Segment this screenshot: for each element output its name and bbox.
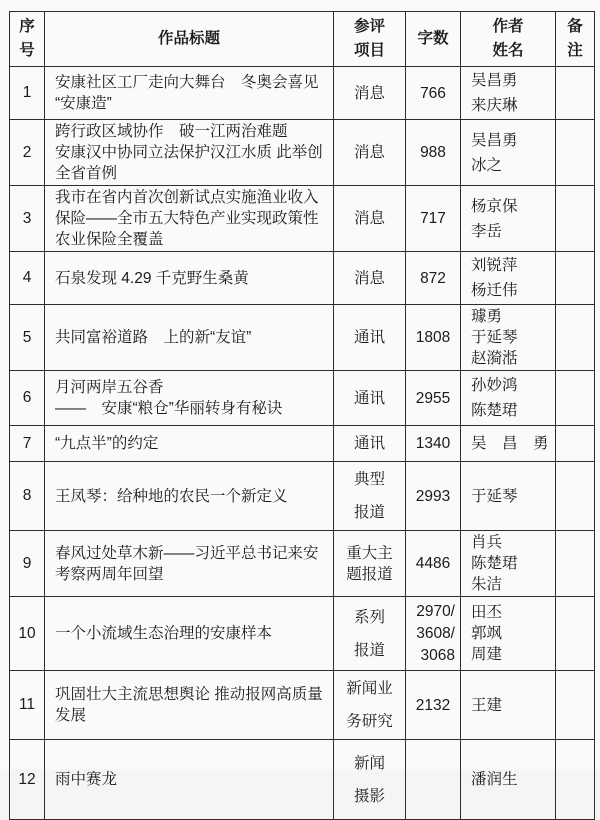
text-line: 备 <box>567 18 583 35</box>
cell-title <box>45 671 334 740</box>
cell-index: 2 <box>10 120 45 186</box>
table-row <box>10 426 595 462</box>
cell-index: 4 <box>10 252 45 305</box>
cell-wordcount <box>406 671 461 740</box>
text-line: 注 <box>567 42 583 60</box>
text-line: 字数 <box>417 30 449 47</box>
cell-author <box>461 671 556 740</box>
text-line: 序 <box>19 18 35 35</box>
text-line: 新闻业 <box>346 680 393 698</box>
cell-remark <box>556 531 595 597</box>
cell-wordcount <box>406 462 461 531</box>
table-header <box>10 12 595 67</box>
cell-category <box>334 120 406 186</box>
cell-category <box>334 305 406 371</box>
text-line: 题报道 <box>346 565 393 583</box>
cell-index: 6 <box>10 371 45 426</box>
text-line: 璩勇 <box>471 308 503 326</box>
text-line: 作品标题 <box>157 30 220 47</box>
header-row <box>10 12 595 67</box>
cell-title <box>45 462 334 531</box>
text-line: 孙妙鸿 <box>471 377 518 395</box>
text-line: 杨迁伟 <box>471 282 518 300</box>
text-line: 发展 <box>55 707 87 725</box>
text-line: 王凤琴：给种地的农民一个新定义 <box>55 487 288 505</box>
cell-remark <box>556 597 595 671</box>
text-line: 通讯 <box>353 389 385 407</box>
cell-index: 3 <box>10 186 45 252</box>
text-line: 于延琴 <box>471 329 518 347</box>
cell-index: 1 <box>10 67 45 120</box>
text-line: 报道 <box>353 504 385 522</box>
text-line: 717 <box>420 210 446 228</box>
text-line: 保险——全市五大特色产业实现政策性 <box>55 210 319 228</box>
text-line: 刘锐萍 <box>471 257 518 275</box>
text-line: 考察两周年回望 <box>55 565 164 583</box>
text-line: 通讯 <box>353 329 385 347</box>
text-line: 报道 <box>353 641 385 659</box>
cell-remark <box>556 740 595 820</box>
text-line: 2132 <box>415 696 451 714</box>
text-line: 3068 <box>420 646 455 664</box>
entries-table <box>9 11 595 820</box>
table-row <box>10 531 595 597</box>
cell-title <box>45 252 334 305</box>
table-body <box>10 67 595 820</box>
cell-wordcount <box>406 371 461 426</box>
cell-category <box>334 462 406 531</box>
text-line: 消息 <box>353 84 385 102</box>
table-row <box>10 305 595 371</box>
text-line: 766 <box>420 84 446 102</box>
text-line: 1808 <box>415 329 451 347</box>
cell-index: 12 <box>10 740 45 820</box>
text-line: 王建 <box>471 696 503 714</box>
cell-author <box>461 426 556 462</box>
header-cell-title <box>45 12 334 67</box>
text-line: 朱洁 <box>471 576 503 594</box>
text-line: 一个小流域生态治理的安康样本 <box>55 625 273 643</box>
text-line: 3608/ <box>416 624 455 642</box>
text-line: 新闻 <box>353 754 385 772</box>
text-line: 号 <box>19 42 35 60</box>
text-line: 项目 <box>353 42 385 60</box>
cell-category <box>334 67 406 120</box>
cell-remark <box>556 120 595 186</box>
text-line: 吴昌勇 <box>471 131 518 149</box>
cell-title <box>45 426 334 462</box>
cell-category <box>334 426 406 462</box>
cell-author <box>461 597 556 671</box>
cell-author <box>461 252 556 305</box>
table-row <box>10 252 595 305</box>
cell-title <box>45 186 334 252</box>
cell-category <box>334 597 406 671</box>
text-line: 消息 <box>353 210 385 228</box>
text-line: 李岳 <box>471 222 503 240</box>
text-line: 2970/ <box>416 602 455 620</box>
text-line: 安康社区工厂走向大舞台 冬奥会喜见 <box>55 74 319 92</box>
text-line: 典型 <box>353 471 385 489</box>
text-line: 通讯 <box>353 435 385 453</box>
text-line: 来庆琳 <box>471 97 518 115</box>
text-line: “九点半”的约定 <box>55 435 159 453</box>
text-line: 潘润生 <box>471 771 518 789</box>
text-line: 安康汉中协同立法保护汉江水质 此举创 <box>55 144 323 162</box>
text-line: 于延琴 <box>471 487 518 505</box>
header-cell-category <box>334 12 406 67</box>
table-row <box>10 740 595 820</box>
cell-wordcount <box>406 740 461 820</box>
cell-remark <box>556 426 595 462</box>
cell-title <box>45 531 334 597</box>
table-row <box>10 597 595 671</box>
header-cell-author <box>461 12 556 67</box>
text-line: “安康造” <box>55 95 112 113</box>
text-line: 周建 <box>471 646 503 664</box>
text-line: 2955 <box>415 389 451 407</box>
cell-remark <box>556 305 595 371</box>
cell-wordcount <box>406 597 461 671</box>
cell-wordcount <box>406 426 461 462</box>
text-line: 消息 <box>353 269 385 287</box>
cell-author <box>461 462 556 531</box>
cell-wordcount <box>406 305 461 371</box>
cell-author <box>461 740 556 820</box>
text-line: 巩固壮大主流思想舆论 推动报网高质量 <box>55 686 323 704</box>
header-cell-remark <box>556 12 595 67</box>
text-line: 重大主 <box>346 544 393 562</box>
table-row <box>10 671 595 740</box>
cell-remark <box>556 252 595 305</box>
cell-index: 8 <box>10 462 45 531</box>
cell-index: 9 <box>10 531 45 597</box>
cell-remark <box>556 671 595 740</box>
text-line: 雨中赛龙 <box>55 771 118 789</box>
cell-author <box>461 186 556 252</box>
text-line: 吴 昌 勇 <box>471 435 549 453</box>
cell-category <box>334 252 406 305</box>
cell-wordcount <box>406 531 461 597</box>
text-line: 消息 <box>353 144 385 162</box>
text-line: —— 安康“粮仓”华丽转身有秘诀 <box>55 400 283 418</box>
cell-wordcount <box>406 252 461 305</box>
cell-title <box>45 371 334 426</box>
header-cell-index <box>10 12 45 67</box>
text-line: 共同富裕道路 上的新“友谊” <box>55 329 252 347</box>
text-line: 陈楚珺 <box>471 555 518 573</box>
text-line: 姓名 <box>492 42 524 60</box>
text-line: 1340 <box>415 435 451 453</box>
cell-category <box>334 186 406 252</box>
table-row <box>10 67 595 120</box>
table-row <box>10 462 595 531</box>
text-line: 988 <box>420 144 446 162</box>
text-line: 作者 <box>492 18 524 35</box>
text-line: 肖兵 <box>471 534 503 552</box>
text-line: 我市在省内首次创新试点实施渔业收入 <box>55 189 319 207</box>
cell-remark <box>556 186 595 252</box>
cell-title <box>45 740 334 820</box>
text-line: 月河两岸五谷香 <box>55 379 164 397</box>
text-line: 赵漪湉 <box>471 350 518 368</box>
table-row <box>10 120 595 186</box>
cell-category <box>334 671 406 740</box>
text-line: 冰之 <box>471 156 503 174</box>
text-line: 吴昌勇 <box>471 72 518 90</box>
cell-index: 10 <box>10 597 45 671</box>
text-line: 郭飒 <box>471 625 503 643</box>
text-line: 系列 <box>353 608 385 626</box>
text-line: 跨行政区域协作 破一江两治难题 <box>55 123 288 141</box>
cell-title <box>45 120 334 186</box>
cell-index: 5 <box>10 305 45 371</box>
cell-author <box>461 371 556 426</box>
text-line: 春风过处草木新——习近平总书记来安 <box>55 544 319 562</box>
cell-category <box>334 531 406 597</box>
cell-category <box>334 740 406 820</box>
header-cell-wordcount <box>406 12 461 67</box>
text-line: 农业保险全覆盖 <box>55 231 164 249</box>
text-line: 田丕 <box>471 604 503 622</box>
cell-index: 7 <box>10 426 45 462</box>
cell-author <box>461 120 556 186</box>
cell-remark <box>556 67 595 120</box>
cell-category <box>334 371 406 426</box>
cell-remark <box>556 371 595 426</box>
cell-title <box>45 305 334 371</box>
text-line: 摄影 <box>353 787 385 805</box>
table-row <box>10 371 595 426</box>
text-line: 2993 <box>415 487 451 505</box>
cell-index: 11 <box>10 671 45 740</box>
text-line: 石泉发现 4.29 千克野生桑黄 <box>55 269 249 287</box>
cell-title <box>45 597 334 671</box>
cell-author <box>461 305 556 371</box>
table-row <box>10 186 595 252</box>
cell-wordcount <box>406 120 461 186</box>
text-line: 务研究 <box>346 713 393 731</box>
cell-author <box>461 67 556 120</box>
cell-wordcount <box>406 186 461 252</box>
text-line: 全省首例 <box>55 165 118 183</box>
text-line: 4486 <box>415 555 451 573</box>
text-line: 872 <box>420 269 446 287</box>
cell-wordcount <box>406 67 461 120</box>
text-line: 参评 <box>353 18 385 35</box>
text-line: 陈楚珺 <box>471 402 518 420</box>
cell-remark <box>556 462 595 531</box>
text-line: 杨京保 <box>471 197 518 215</box>
cell-title <box>45 67 334 120</box>
cell-author <box>461 531 556 597</box>
